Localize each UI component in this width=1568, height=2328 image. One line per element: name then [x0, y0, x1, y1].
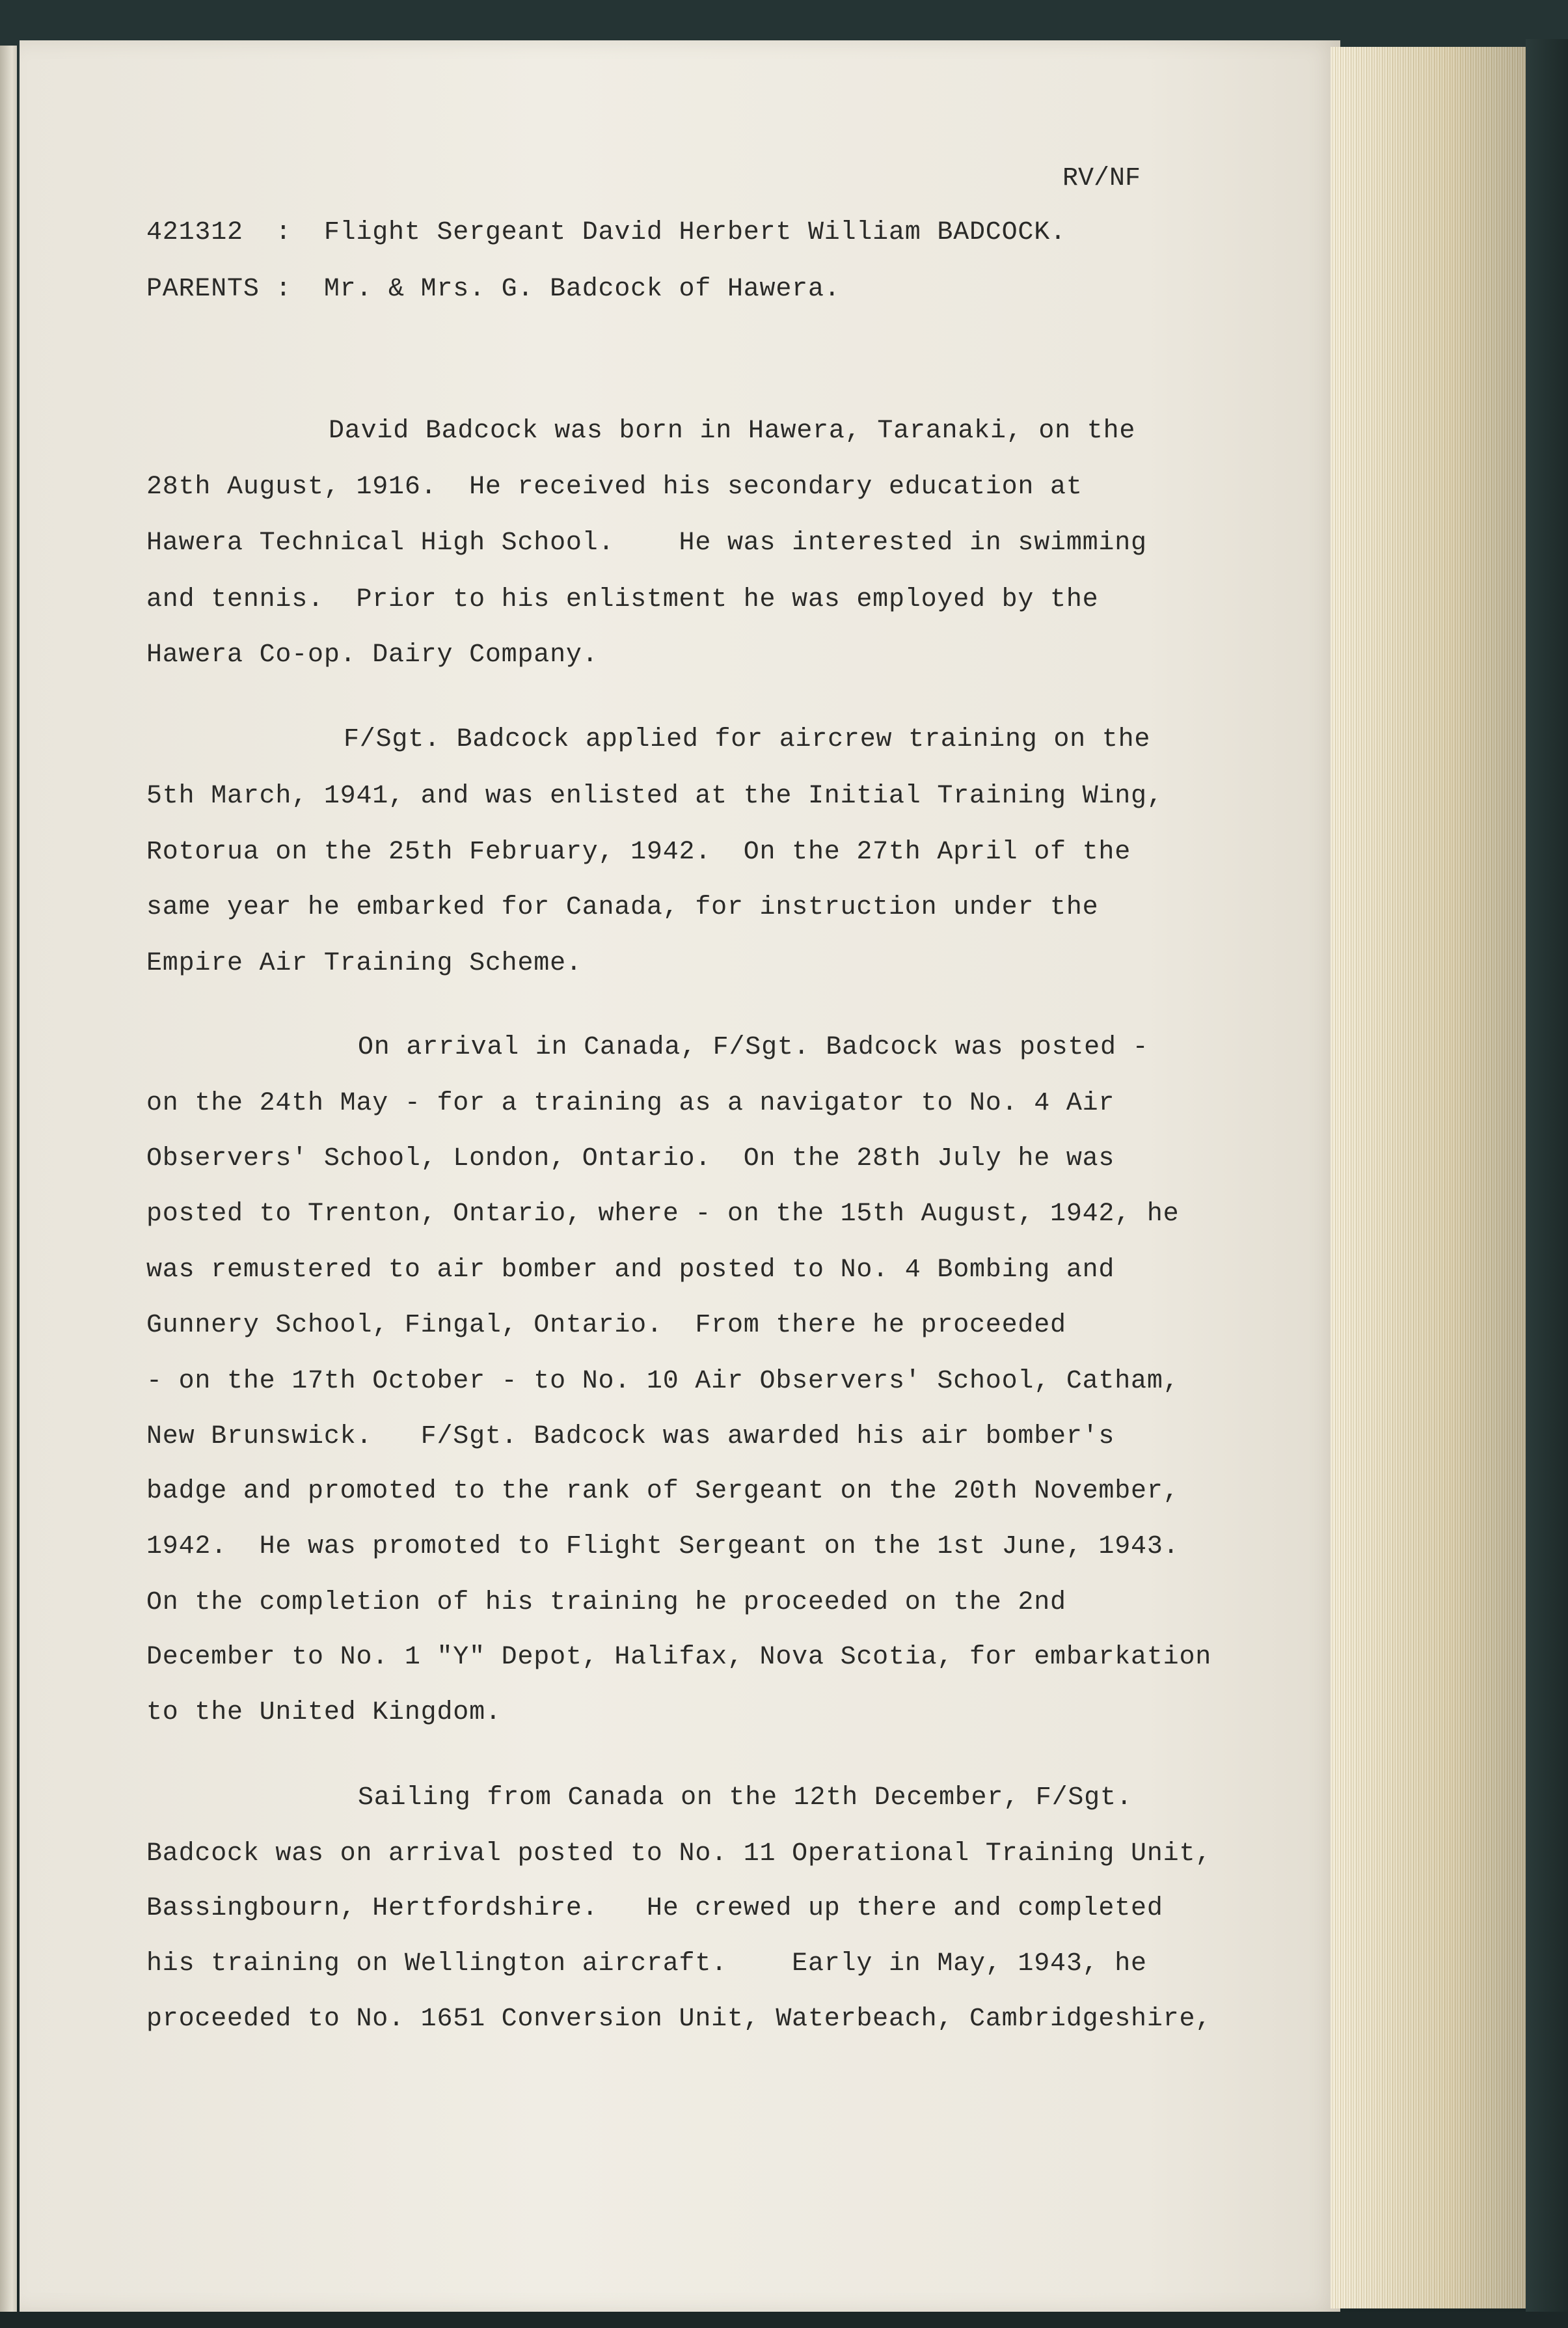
page-stack-edge: [1331, 47, 1526, 2308]
text-line: Badcock was on arrival posted to No. 11 Operational Training Unit,: [146, 1839, 1212, 1869]
text-line: proceeded to No. 1651 Conversion Unit, Waterbeach, Cambridgeshire,: [146, 2005, 1212, 2034]
text-line: Observers' School, London, Ontario. On the 28th July he was: [146, 1144, 1115, 1173]
text-line: David Badcock was born in Hawera, Taranaki, on the: [329, 417, 1136, 446]
text-line: December to No. 1 "Y" Depot, Halifax, Nova Scotia, for embarkation: [146, 1643, 1212, 1672]
service-number-name-line: 421312 : Flight Sergeant David Herbert William BADCOCK.: [146, 218, 1066, 247]
text-line: posted to Trenton, Ontario, where - on the 15th August, 1942, he: [146, 1199, 1180, 1229]
text-line: F/Sgt. Badcock applied for aircrew training on the: [344, 725, 1151, 754]
parents-line: PARENTS : Mr. & Mrs. G. Badcock of Hawera.: [146, 275, 841, 304]
text-line: On the completion of his training he proceeded on the 2nd: [146, 1588, 1066, 1617]
text-line: Hawera Technical High School. He was interested in swimming: [146, 528, 1147, 558]
text-line: Bassingbourn, Hertfordshire. He crewed up there and completed: [146, 1894, 1163, 1923]
text-line: Gunnery School, Fingal, Ontario. From there he proceeded: [146, 1311, 1066, 1340]
text-line: 1942. He was promoted to Flight Sergeant on the 1st June, 1943.: [146, 1532, 1180, 1561]
text-line: badge and promoted to the rank of Sergeant on the 20th November,: [146, 1477, 1180, 1506]
text-line: same year he embarked for Canada, for instruction under the: [146, 893, 1099, 922]
text-line: on the 24th May - for a training as a navigator to No. 4 Air: [146, 1089, 1115, 1118]
text-line: to the United Kingdom.: [146, 1698, 502, 1727]
text-line: 28th August, 1916. He received his secondary education at: [146, 472, 1083, 502]
text-line: Empire Air Training Scheme.: [146, 949, 582, 978]
book-cover-bottom: [0, 2312, 1568, 2328]
book-cover: [1526, 39, 1568, 2328]
text-line: On arrival in Canada, F/Sgt. Badcock was posted -: [358, 1033, 1149, 1062]
text-line: Hawera Co-op. Dairy Company.: [146, 640, 599, 670]
text-line: Sailing from Canada on the 12th December, F/Sgt.: [358, 1783, 1133, 1813]
text-line: his training on Wellington aircraft. Early in May, 1943, he: [146, 1949, 1147, 1979]
text-line: Rotorua on the 25th February, 1942. On the 27th April of the: [146, 838, 1131, 867]
text-line: - on the 17th October - to No. 10 Air Observers' School, Catham,: [146, 1367, 1180, 1396]
reference-code: RV/NF: [1062, 164, 1141, 193]
text-line: 5th March, 1941, and was enlisted at the Initial Training Wing,: [146, 782, 1163, 811]
facing-page-edge: [0, 46, 17, 2323]
text-line: New Brunswick. F/Sgt. Badcock was awarded his air bomber's: [146, 1422, 1115, 1451]
text-line: and tennis. Prior to his enlistment he was employed by the: [146, 585, 1099, 614]
text-line: was remustered to air bomber and posted to No. 4 Bombing and: [146, 1255, 1115, 1285]
